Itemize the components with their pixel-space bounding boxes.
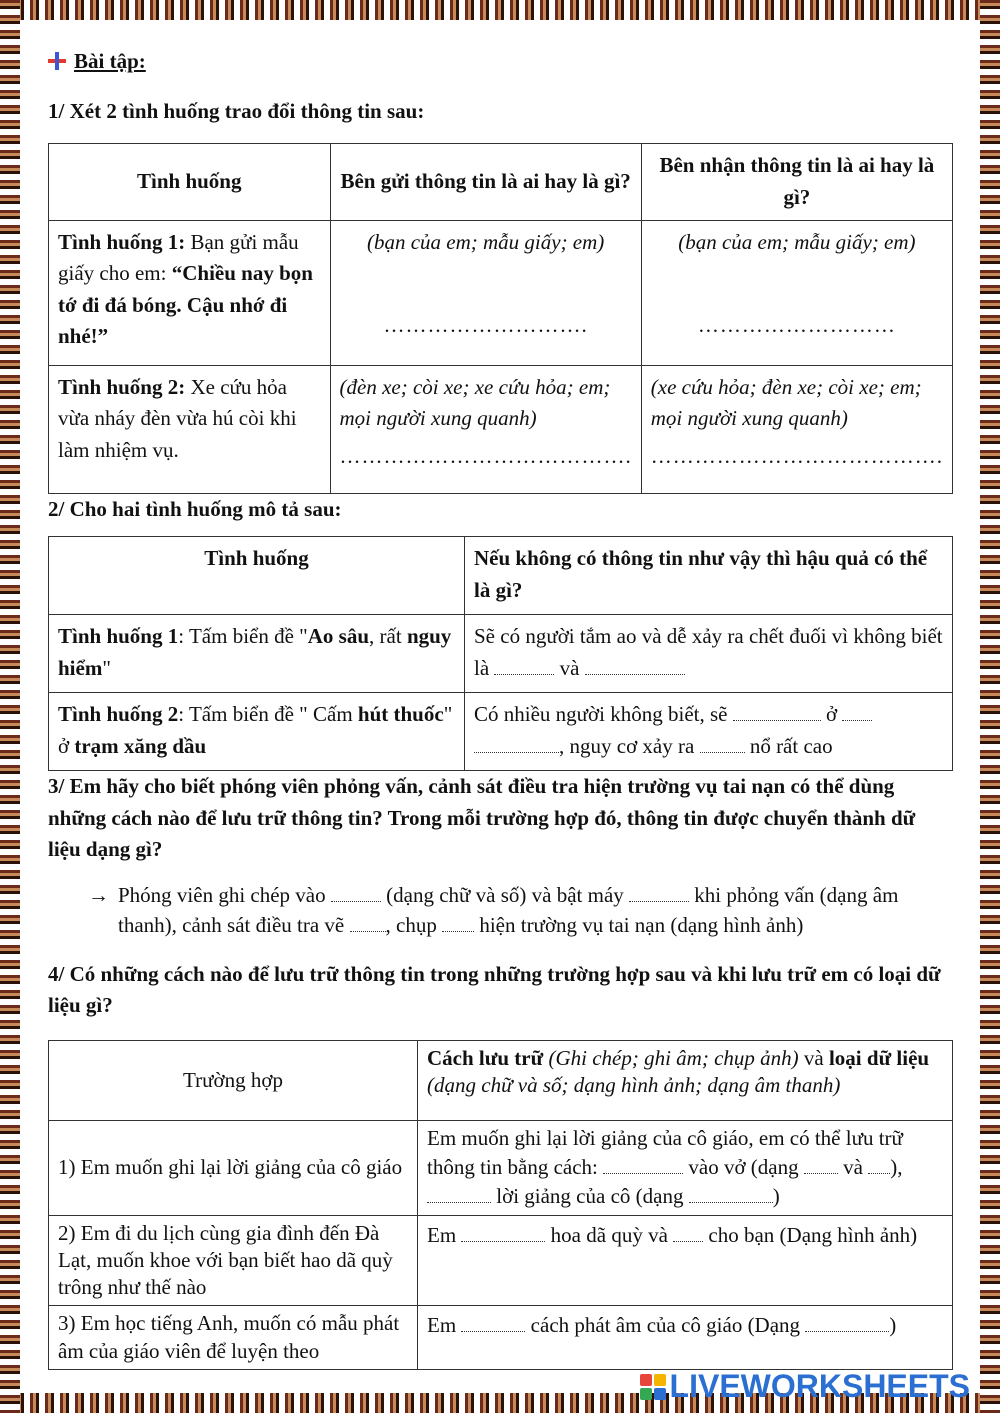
q2-situation-1-text-2: , rất	[369, 624, 407, 649]
decorative-border-left	[0, 0, 20, 1413]
q4-r1-text-4: ),	[890, 1154, 903, 1179]
table-header-row	[49, 537, 953, 615]
q3-blank-3[interactable]	[350, 910, 386, 932]
q4-r3-text-3: )	[889, 1313, 897, 1338]
receiver-2-options: (xe cứu hỏa; đèn xe; còi xe; em; mọi người xung quanh)	[650, 374, 922, 431]
q2-situation-1-cell	[49, 615, 465, 693]
q2-answer-2-blank-c[interactable]	[474, 731, 559, 753]
liveworksheets-logo	[640, 1368, 970, 1405]
header-situation: Tình huống	[49, 537, 465, 615]
table-row	[49, 1215, 953, 1306]
exercise-heading	[48, 46, 953, 76]
q4-r1-blank-3[interactable]	[868, 1152, 890, 1174]
q4-r3-blank-1[interactable]	[461, 1310, 525, 1332]
header-storage-and: và	[803, 1045, 824, 1070]
q2-situation-1-bold: Ao sâu	[307, 624, 370, 649]
decorative-border-right	[980, 0, 1000, 1413]
table-row	[49, 693, 953, 771]
situation-1-label: Tình huống 1:	[58, 229, 186, 254]
q4-r2-blank-2[interactable]	[673, 1220, 703, 1242]
table-row	[49, 220, 953, 365]
table-row	[49, 1120, 953, 1215]
question-4-title: 4/ Có những cách nào để lưu trữ thông tin trong những trường hợp sau và khi lưu trữ em có loại dữ liệu gì?	[48, 961, 941, 1018]
header-receiver: Bên nhận thông tin là ai hay là gì?	[641, 143, 952, 220]
exercise-title: Bài tập:	[74, 49, 146, 73]
situation-1-cell	[49, 220, 331, 365]
q2-consequence-2-cell	[465, 693, 953, 771]
header-storage-method	[418, 1040, 953, 1120]
worksheet-content	[48, 40, 953, 1370]
plus-bullet-icon	[48, 52, 66, 70]
table-row	[49, 365, 953, 493]
q4-case-2: 2) Em đi du lịch cùng gia đình đến Đà Lạt, muốn khoe với bạn biết hao dã quỳ trông như thế nào	[49, 1215, 418, 1306]
q2-situation-1-bold-2: nguy hiểm	[58, 624, 452, 680]
q4-r1-blank-5[interactable]	[689, 1181, 773, 1203]
header-situation: Tình huống	[49, 143, 331, 220]
q4-r1-text-5: lời giảng của cô (dạng	[496, 1184, 684, 1209]
q4-r3-blank-2[interactable]	[805, 1310, 889, 1332]
q3-blank-4[interactable]	[442, 910, 474, 932]
receiver-1-cell	[641, 220, 952, 365]
sender-2-cell	[330, 365, 641, 493]
logo-square-red	[640, 1374, 652, 1386]
q2-answer-2-text-b: ở	[825, 702, 838, 727]
question-2-table	[48, 536, 953, 771]
q2-answer-1-text: Sẽ có người tắm ao và dễ xảy ra chết đuối vì không biết là	[474, 624, 943, 680]
q2-consequence-1-cell	[465, 615, 953, 693]
q3-text-2: (dạng chữ và số) và bật máy	[386, 882, 624, 907]
question-1-title: 1/ Xét 2 tình huống trao đổi thông tin sau:	[48, 99, 425, 124]
question-3-answer-text	[118, 880, 953, 941]
header-data-type-options: (dạng chữ và số; dạng hình ảnh; dạng âm thanh)	[427, 1072, 841, 1097]
receiver-1-blank[interactable]: ………………………	[697, 313, 896, 338]
q2-situation-1-label: Tình huống 1	[58, 624, 179, 649]
q4-r1-text-1: Em muốn ghi lại lời giảng của cô giáo, em có thể lưu trữ thông tin bằng cách:	[427, 1125, 903, 1179]
q3-text-3: khi phỏng vấn (dạng âm thanh), cảnh sát điều tra vẽ	[118, 882, 899, 938]
decorative-border-top	[0, 0, 1000, 20]
sender-2-blank[interactable]: ………………………………….	[339, 443, 632, 468]
q2-situation-2-cell	[49, 693, 465, 771]
question-1-table	[48, 143, 953, 494]
sender-1-blank[interactable]: ……………………….	[383, 313, 588, 338]
header-sender: Bên gửi thông tin là ai hay là gì?	[330, 143, 641, 220]
table-header-row	[49, 1040, 953, 1120]
q2-answer-1-blank-b[interactable]	[585, 653, 685, 675]
header-storage-options: (Ghi chép; ghi âm; chụp ảnh)	[548, 1045, 799, 1070]
q3-text-4: , chụp	[385, 913, 437, 938]
q4-r3-text-2: cách phát âm của cô giáo (Dạng	[530, 1313, 801, 1338]
q4-r2-blank-1[interactable]	[461, 1220, 545, 1242]
q4-case-1: 1) Em muốn ghi lại lời giảng của cô giáo	[49, 1120, 418, 1215]
logo-square-blue	[654, 1388, 666, 1400]
logo-square-green	[640, 1388, 652, 1400]
q2-situation-2-text: : Tấm biển đề " Cấm	[178, 702, 358, 727]
q3-blank-1[interactable]	[331, 880, 381, 902]
q4-r1-blank-2[interactable]	[804, 1152, 838, 1174]
q4-answer-3	[418, 1306, 953, 1370]
header-data-type-bold: loại dữ liệu	[828, 1045, 930, 1070]
q4-r1-text-6: )	[772, 1184, 780, 1209]
question-3-answer	[88, 880, 953, 941]
situation-2-cell	[49, 365, 331, 493]
arrow-icon: →	[88, 882, 109, 907]
q2-answer-2-blank-b[interactable]	[842, 699, 872, 721]
sender-1-cell	[330, 220, 641, 365]
situation-2-text: Xe cứu hỏa vừa nháy đèn vừa hú còi khi làm nhiệm vụ.	[58, 374, 297, 462]
q4-answer-2	[418, 1215, 953, 1306]
table-header-row	[49, 143, 953, 220]
q2-answer-2-blank-a[interactable]	[733, 699, 821, 721]
q2-answer-1-blank-a[interactable]	[494, 653, 554, 675]
receiver-2-blank[interactable]: ………………………………….	[650, 443, 943, 468]
q2-situation-2-bold-2: trạm xăng dầu	[74, 733, 207, 758]
q4-r1-blank-1[interactable]	[603, 1152, 683, 1174]
q4-r1-text-3: và	[843, 1154, 863, 1179]
q2-situation-2-label: Tình huống 2	[58, 702, 179, 727]
logo-mark-icon	[640, 1374, 666, 1400]
header-storage-bold: Cách lưu trữ	[427, 1045, 544, 1070]
question-3-title: 3/ Em hãy cho biết phóng viên phỏng vấn, cảnh sát điều tra hiện trường vụ tai nạn có thể dùng những cách nào để lưu trữ thông tin? Trong mỗi trường hợp đó, thông tin được chuyển thành dữ liệu dạng gì?	[48, 774, 916, 862]
situation-1-text: Bạn gửi mẫu giấy cho em:	[58, 229, 299, 286]
q4-r3-text-1: Em	[427, 1313, 457, 1338]
q2-answer-2-blank-d[interactable]	[700, 731, 745, 753]
q4-r2-text-1: Em	[427, 1222, 457, 1247]
logo-square-yellow	[654, 1374, 666, 1386]
q2-situation-2-text-2: " ở	[58, 702, 453, 758]
q4-r2-text-2: hoa dã quỳ và	[550, 1222, 668, 1247]
q2-answer-1-text-b: và	[559, 655, 580, 680]
q2-answer-2-text-d: nổ rất cao	[749, 733, 833, 758]
q4-case-3: 3) Em học tiếng Anh, muốn có mẫu phát âm của giáo viên để luyện theo	[49, 1306, 418, 1370]
header-consequence: Nếu không có thông tin như vậy thì hậu quả có thể là gì?	[465, 537, 953, 615]
q2-situation-2-bold: hút thuốc	[357, 702, 444, 727]
q2-answer-2-text: Có nhiều người không biết, sẽ	[474, 702, 728, 727]
logo-text: LIVEWORKSHEETS	[669, 1368, 970, 1404]
q3-blank-2[interactable]	[629, 880, 689, 902]
table-row	[49, 1306, 953, 1370]
sender-2-options: (đèn xe; còi xe; xe cứu hỏa; em; mọi người xung quanh)	[339, 374, 611, 431]
q2-situation-1-text: : Tấm biển đề "	[178, 624, 308, 649]
q4-r1-blank-4[interactable]	[427, 1181, 491, 1203]
question-4-table	[48, 1040, 953, 1370]
question-2-title: 2/ Cho hai tình huống mô tả sau:	[48, 496, 342, 521]
q4-r2-text-3: cho bạn (Dạng hình ảnh)	[708, 1222, 918, 1247]
situation-2-label: Tình huống 2:	[58, 374, 186, 399]
receiver-1-options: (bạn của em; mẫu giấy; em)	[678, 229, 916, 254]
q2-situation-1-text-3: "	[102, 655, 111, 680]
situation-1-quote: “Chiều nay bọn tớ đi đá bóng. Cậu nhớ đi nhé!”	[58, 261, 313, 349]
q3-text-5: hiện trường vụ tai nạn (dạng hình ảnh)	[479, 913, 804, 938]
q3-text-1: Phóng viên ghi chép vào	[118, 882, 326, 907]
sender-1-options: (bạn của em; mẫu giấy; em)	[366, 229, 605, 254]
q2-answer-2-text-c: , nguy cơ xảy ra	[559, 733, 695, 758]
header-case: Trường hợp	[49, 1040, 418, 1120]
q4-r1-text-2: vào vở (dạng	[688, 1154, 799, 1179]
receiver-2-cell	[641, 365, 952, 493]
q4-answer-1	[418, 1120, 953, 1215]
table-row	[49, 615, 953, 693]
